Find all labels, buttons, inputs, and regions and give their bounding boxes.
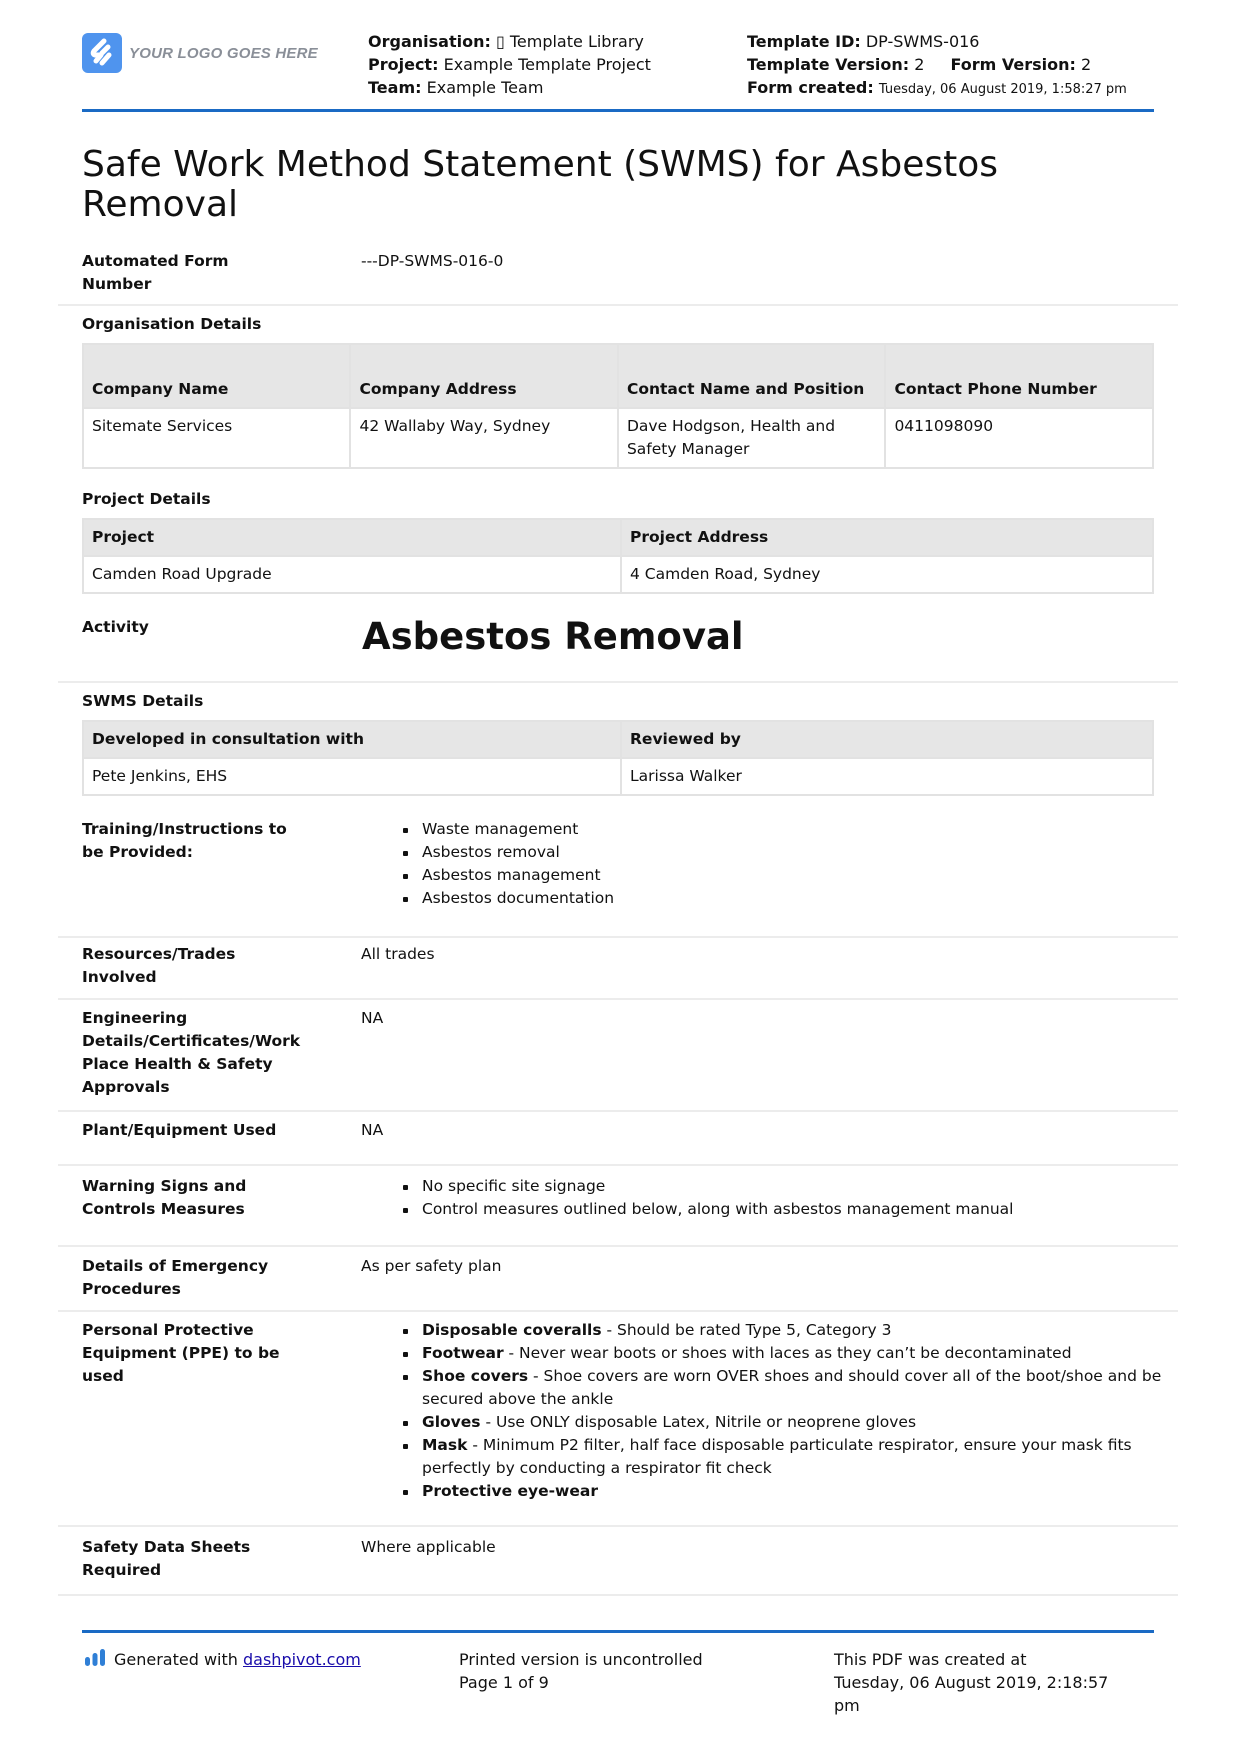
project-details-heading: Project Details [82, 490, 211, 508]
created-line-1: This PDF was created at [834, 1650, 1027, 1669]
list-item [363, 1342, 1163, 1365]
column-header: Developed in consultation with [83, 721, 621, 758]
ppe-term: Protective eye-wear [422, 1482, 598, 1500]
activity-value: Asbestos Removal [362, 615, 744, 658]
table-row [83, 556, 1153, 593]
engineering-row [58, 1007, 1178, 1112]
header-template-info [747, 30, 1127, 101]
project-details-table [82, 518, 1154, 594]
list-item [363, 1480, 1163, 1503]
dashpivot-link[interactable]: dashpivot.com [243, 1650, 361, 1669]
page-header [82, 30, 1162, 110]
version-line [747, 53, 1127, 76]
table-cell: Camden Road Upgrade [83, 556, 621, 593]
column-header: Company Address [350, 344, 617, 408]
ppe-desc: - Never wear boots or shoes with laces as they can’t be decontaminated [503, 1344, 1072, 1362]
ppe-term: Mask [422, 1436, 468, 1454]
form-created-label: Form created: [747, 78, 874, 97]
swms-details-heading: SWMS Details [82, 692, 204, 710]
emergency-label: Details of Emergency Procedures [82, 1257, 269, 1298]
list-item: Waste management [363, 818, 614, 841]
ppe-term: Footwear [422, 1344, 504, 1362]
table-header-row [83, 519, 1153, 556]
plant-label: Plant/Equipment Used [82, 1121, 277, 1139]
logo-icon [82, 33, 122, 73]
training-row [58, 818, 1178, 938]
footer-divider [82, 1630, 1154, 1633]
resources-row [58, 943, 1178, 1000]
list-item: No specific site signage [363, 1175, 1013, 1198]
sds-row [58, 1536, 1178, 1596]
column-header: Contact Phone Number [885, 344, 1153, 408]
engineering-label: Engineering Details/Certificates/Work Place Health & Safety Approvals [82, 1009, 301, 1096]
ppe-desc: - Minimum P2 filter, half face disposable particulate respirator, ensure your mask fits perfectly by conducting a respirator fit check [422, 1436, 1132, 1477]
table-cell: 4 Camden Road, Sydney [621, 556, 1153, 593]
table-row [83, 408, 1153, 468]
table-header-row [83, 721, 1153, 758]
emergency-value: As per safety plan [361, 1257, 502, 1275]
created-line-2: Tuesday, 06 August 2019, 2:18:57 pm [834, 1673, 1109, 1715]
table-cell: 42 Wallaby Way, Sydney [350, 408, 617, 468]
warning-signs-label: Warning Signs and Controls Measures [82, 1177, 247, 1218]
generated-text: Generated with [114, 1650, 243, 1669]
resources-value: All trades [361, 945, 435, 963]
page-number: Page 1 of 9 [459, 1673, 549, 1692]
organisation-details-heading: Organisation Details [82, 315, 262, 333]
table-cell: Pete Jenkins, EHS [83, 758, 621, 795]
list-item: Control measures outlined below, along with asbestos management manual [363, 1198, 1013, 1221]
plant-row [58, 1119, 1178, 1166]
ppe-desc: - Shoe covers are worn OVER shoes and should cover all of the boot/shoe and be secured above the ankle [422, 1367, 1162, 1408]
list-item: Asbestos removal [363, 841, 614, 864]
training-list [363, 818, 614, 910]
list-item [363, 1434, 1163, 1480]
form-number-label: Automated Form Number [82, 252, 229, 293]
table-header-row [83, 344, 1153, 408]
project-value: Example Template Project [443, 55, 651, 74]
company-logo [82, 33, 318, 73]
organisation-value: ▯ Template Library [495, 32, 644, 51]
form-number-value: ---DP-SWMS-016-0 [361, 252, 504, 270]
template-version-label: Template Version: [747, 55, 910, 74]
organisation-label: Organisation: [368, 32, 491, 51]
sds-label: Safety Data Sheets Required [82, 1538, 251, 1579]
emergency-row [58, 1255, 1178, 1312]
table-row [83, 758, 1153, 795]
table-cell: Larissa Walker [621, 758, 1153, 795]
plant-value: NA [361, 1121, 384, 1139]
footer-created [834, 1648, 1134, 1717]
ppe-desc: - Use ONLY disposable Latex, Nitrile or neoprene gloves [480, 1413, 917, 1431]
header-org-info [368, 30, 651, 99]
project-line [368, 53, 651, 76]
template-version-value: 2 [914, 55, 925, 74]
team-label: Team: [368, 78, 422, 97]
list-item: Asbestos documentation [363, 887, 614, 910]
list-item: Asbestos management [363, 864, 614, 887]
sds-value: Where applicable [361, 1538, 496, 1556]
ppe-label: Personal Protective Equipment (PPE) to be used [82, 1321, 280, 1385]
warning-signs-list [363, 1175, 1013, 1221]
template-id-label: Template ID: [747, 32, 861, 51]
dashpivot-bars-icon [84, 1649, 108, 1673]
column-header: Reviewed by [621, 721, 1153, 758]
form-created-value: Tuesday, 06 August 2019, 1:58:27 pm [878, 82, 1127, 97]
swms-details-table [82, 720, 1154, 796]
ppe-term: Shoe covers [422, 1367, 529, 1385]
column-header: Company Name [83, 344, 350, 408]
table-cell: 0411098090 [885, 408, 1153, 468]
column-header: Contact Name and Position [618, 344, 885, 408]
form-version-value: 2 [1080, 55, 1092, 74]
training-label: Training/Instructions to be Provided: [82, 820, 287, 861]
ppe-desc: - Should be rated Type 5, Category 3 [601, 1321, 892, 1339]
template-id-value: DP-SWMS-016 [865, 32, 980, 51]
page-title: Safe Work Method Statement (SWMS) for Asbestos Removal [82, 144, 998, 225]
ppe-list [363, 1319, 1163, 1503]
footer-uncontrolled [459, 1648, 703, 1694]
table-cell: Dave Hodgson, Health and Safety Manager [618, 408, 885, 468]
template-id-line [747, 30, 1127, 53]
engineering-value: NA [361, 1009, 384, 1027]
column-header: Project [83, 519, 621, 556]
project-label: Project: [368, 55, 439, 74]
column-header: Project Address [621, 519, 1153, 556]
ppe-term: Gloves [422, 1413, 481, 1431]
organisation-details-table [82, 343, 1154, 469]
uncontrolled-text: Printed version is uncontrolled [459, 1650, 703, 1669]
resources-label: Resources/Trades Involved [82, 945, 236, 986]
ppe-term: Disposable coveralls [422, 1321, 602, 1339]
activity-label: Activity [82, 618, 149, 636]
header-divider [82, 109, 1154, 112]
footer-generated [84, 1648, 361, 1673]
form-created-line [747, 76, 1127, 101]
list-item [363, 1365, 1163, 1411]
form-version-label: Form Version: [950, 55, 1076, 74]
logo-text: YOUR LOGO GOES HERE [129, 44, 318, 62]
organisation-line [368, 30, 651, 53]
list-item [363, 1411, 1163, 1434]
team-value: Example Team [426, 78, 544, 97]
list-item [363, 1319, 1163, 1342]
table-cell: Sitemate Services [83, 408, 350, 468]
form-number-row [58, 250, 1178, 306]
team-line [368, 76, 651, 99]
